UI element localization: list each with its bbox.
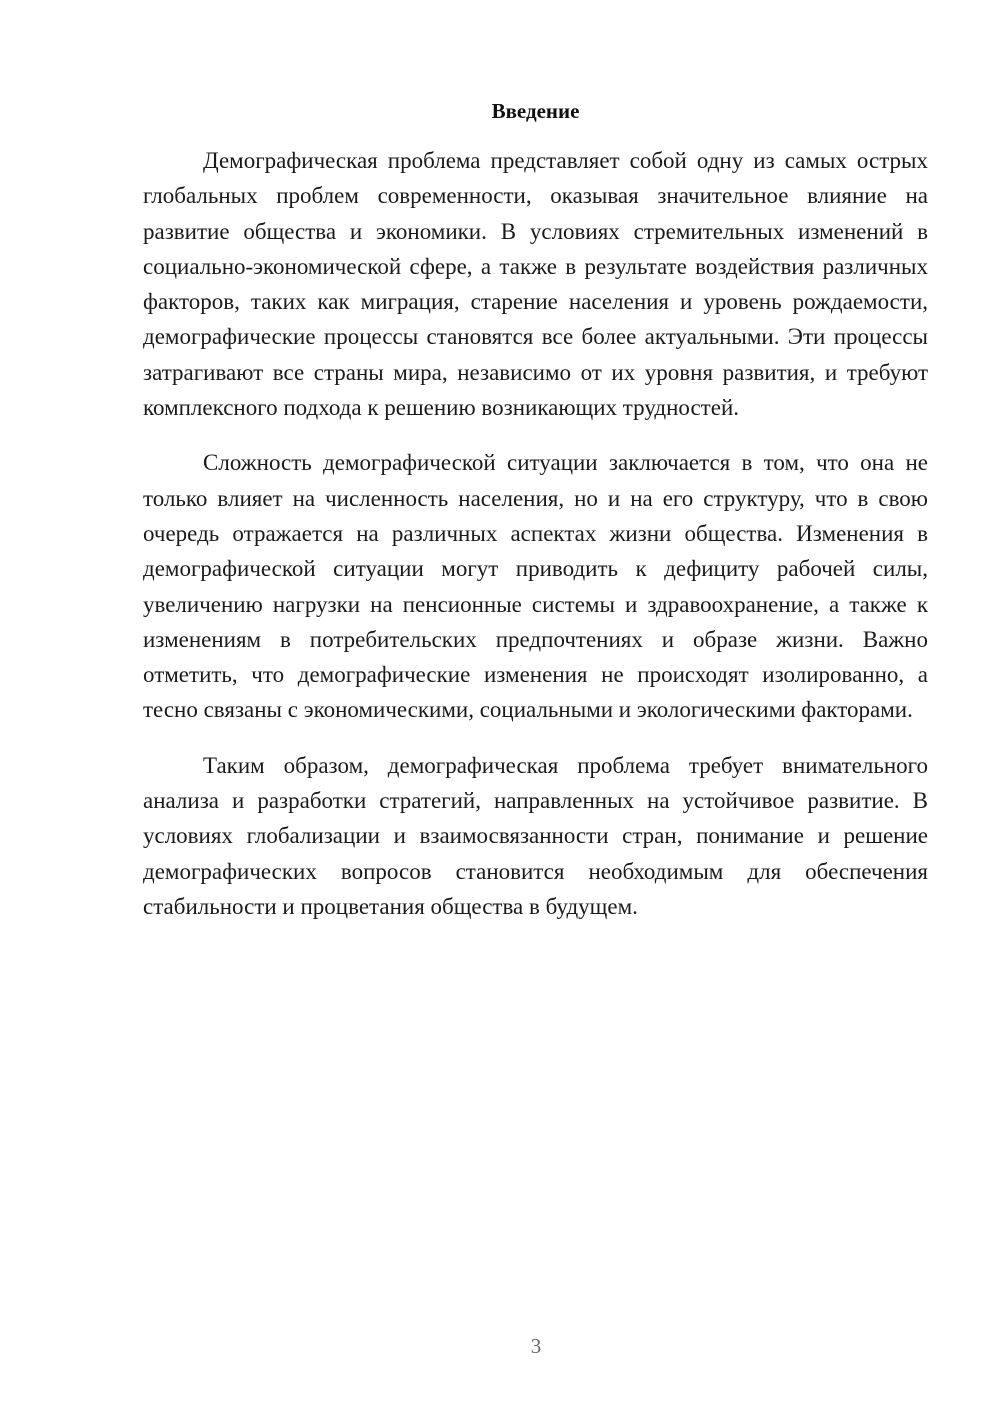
paragraph-3: Таким образом, демографическая проблема требует внимательного анализа и разработки стратегий, направленных на устойчивое развитие. В условиях глобализации и взаимосвязанности стран, понимание и решение демографических вопросов становится необходимым для обеспечения стабильности и процветания общества в будущем. xyxy=(143,752,928,919)
page-number: 3 xyxy=(530,1334,542,1358)
paragraph-2: Сложность демографической ситуации заключается в том, что она не только влияет на численность населения, но и на его структуру, что в свою очередь отражается на различных аспектах жизни общества. Изменения в демографической ситуации могут приводить к дефициту рабочей силы, увеличению нагрузки на пенсионные системы и здравоохранение, а также к изменениям в потребительских предпочтениях и образе жизни. Важно отметить, что демографические изменения не происходят изолированно, а тесно связаны с экономическими, социальными и экологическими факторами. xyxy=(143,450,928,723)
section-heading: Введение xyxy=(491,99,580,123)
paragraph-1: Демографическая проблема представляет собой одну из самых острых глобальных проблем современности, оказывая значительное влияние на развитие общества и экономики. В условиях стремительных изменений в социально-экономической сфере, а также в результате воздействия различных факторов, таких как миграция, старение населения и уровень рождаемости, демографические процессы становятся все более актуальными. Эти процессы затрагивают все страны мира, независимо от их уровня развития, и требуют комплексного подхода к решению возникающих трудностей. xyxy=(143,148,928,421)
page-content xyxy=(143,96,928,944)
